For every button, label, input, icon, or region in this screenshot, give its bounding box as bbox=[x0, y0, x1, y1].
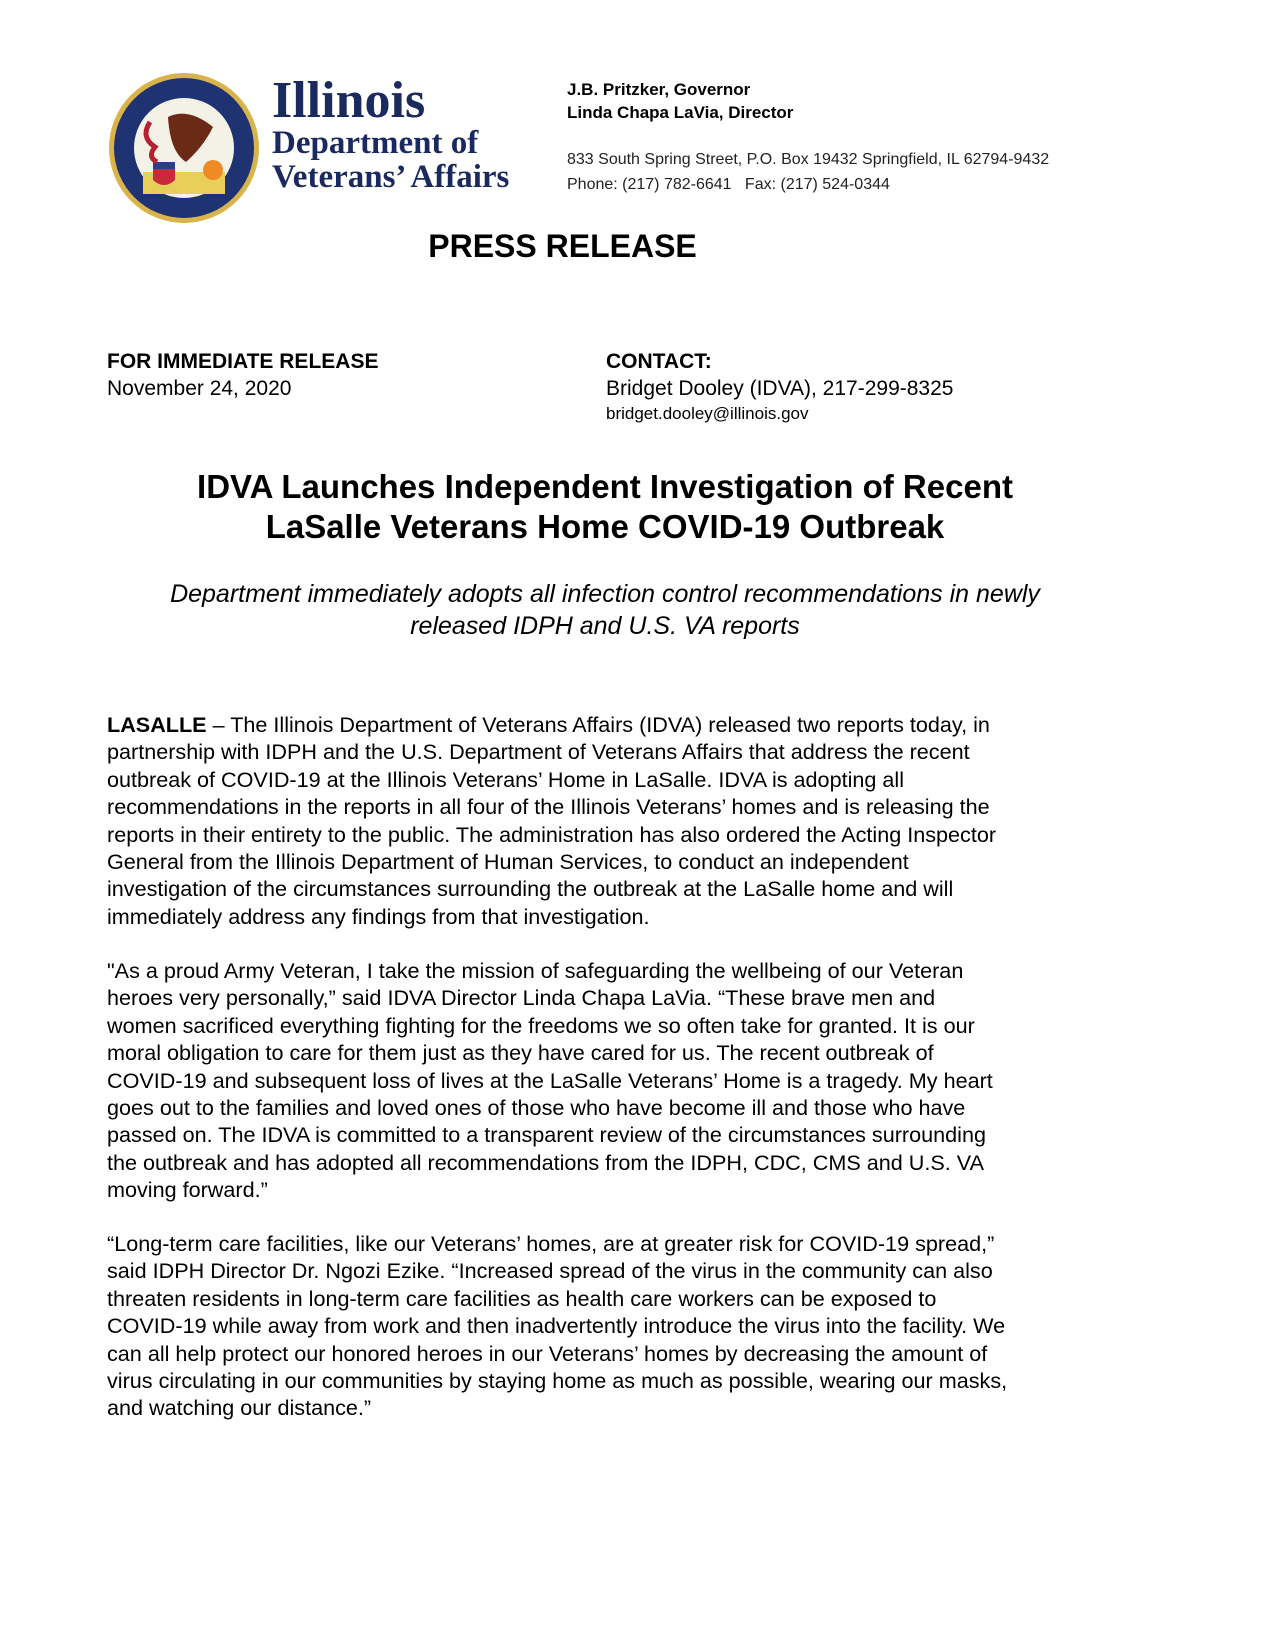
line-text: passed on. The IDVA is committed to a transparent review of the circumstances surrounding bbox=[107, 1122, 986, 1148]
release-label: FOR IMMEDIATE RELEASE bbox=[107, 350, 379, 373]
contact-label: CONTACT: bbox=[606, 350, 712, 373]
line-text: women sacrificed everything fighting for the freedoms we so often take for granted. It is our bbox=[107, 1012, 975, 1038]
paragraph-line bbox=[107, 1094, 993, 1121]
paragraph-line bbox=[107, 1067, 993, 1094]
subheadline bbox=[0, 578, 1210, 642]
paragraph-line bbox=[107, 1149, 993, 1176]
line-text: immediately address any findings from that investigation. bbox=[107, 903, 650, 929]
contact-name: Bridget Dooley (IDVA), 217-299-8325 bbox=[606, 377, 954, 400]
headline-line: IDVA Launches Independent Investigation of Recent bbox=[197, 468, 1013, 505]
press-release-title: PRESS RELEASE bbox=[428, 228, 697, 264]
headline-line: LaSalle Veterans Home COVID-19 Outbreak bbox=[265, 508, 945, 545]
line-text: and watching our distance.” bbox=[107, 1395, 372, 1421]
line-text: investigation of the circumstances surrounding the outbreak at the LaSalle home and will bbox=[107, 876, 954, 902]
paragraph-line bbox=[107, 1176, 993, 1203]
line-text: said IDPH Director Dr. Ngozi Ezike. “Increased spread of the virus in the community can also bbox=[107, 1258, 993, 1284]
line-text: goes out to the families and loved ones of those who have become ill and those who have bbox=[107, 1094, 966, 1120]
contact-info bbox=[606, 348, 953, 426]
line-text: can all help protect our honored heroes in our Veterans’ homes by decreasing the amount of bbox=[107, 1340, 988, 1366]
street-address: 833 South Spring Street, P.O. Box 19432 Springfield, IL 62794-9432 bbox=[567, 151, 1050, 168]
subheadline-line: released IDPH and U.S. VA reports bbox=[410, 612, 800, 640]
paragraph-line bbox=[107, 821, 996, 848]
paragraph-line bbox=[107, 1285, 1007, 1312]
logo-line-illinois: Illinois bbox=[272, 72, 426, 129]
line-text: – The Illinois Department of Veterans Affairs (IDVA) released two reports today, in bbox=[206, 712, 990, 737]
line-text: the outbreak and has adopted all recommendations from the IDPH, CDC, CMS and U.S. VA bbox=[107, 1149, 984, 1175]
paragraph-line bbox=[107, 1121, 993, 1148]
paragraph-line bbox=[107, 738, 996, 765]
line-text: reports in their entirety to the public. The administration has also ordered the Acting Inspector bbox=[107, 821, 997, 847]
line-text: COVID-19 while away from work and then inadvertently introduce the virus into the facility. We bbox=[107, 1313, 1006, 1339]
body-paragraph-3 bbox=[107, 1230, 1007, 1422]
fax: Fax: (217) 524-0344 bbox=[744, 176, 890, 193]
paragraph-line bbox=[107, 1340, 1007, 1367]
paragraph-line bbox=[107, 1012, 993, 1039]
line-text: virus circulating in our communities by staying home as much as possible, wearing our masks, bbox=[107, 1367, 1008, 1393]
paragraph-line bbox=[107, 1312, 1007, 1339]
subheadline-line: Department immediately adopts all infection control recommendations in newly bbox=[170, 580, 1040, 608]
line-text: moving forward.” bbox=[107, 1177, 268, 1203]
paragraph-line bbox=[107, 1230, 1007, 1257]
line-text: heroes very personally,” said IDVA Director Linda Chapa LaVia. “These brave men and bbox=[107, 985, 936, 1011]
line-text: moral obligation to care for them just as they have cared for us. The recent outbreak of bbox=[107, 1040, 934, 1066]
paragraph-line bbox=[107, 711, 996, 738]
contact-email[interactable]: bridget.dooley@illinois.gov bbox=[606, 404, 809, 423]
agency-address bbox=[567, 147, 1049, 197]
paragraph-line bbox=[107, 903, 996, 930]
paragraph-line bbox=[107, 875, 996, 902]
line-text: “Long-term care facilities, like our Veterans’ homes, are at greater risk for COVID-19 spread,” bbox=[107, 1231, 995, 1256]
logo-line-veterans: Veterans’ Affairs bbox=[272, 159, 510, 195]
paragraph-line bbox=[107, 793, 996, 820]
agency-logo-text bbox=[272, 72, 510, 195]
paragraph-line bbox=[107, 1394, 1007, 1421]
director-name: Linda Chapa LaVia, Director bbox=[567, 103, 794, 122]
illinois-seal-logo bbox=[108, 72, 260, 224]
body-paragraph-1 bbox=[107, 711, 996, 930]
paragraph-line bbox=[107, 1367, 1007, 1394]
line-text: "As a proud Army Veteran, I take the mission of safeguarding the wellbeing of our Veteran bbox=[107, 958, 964, 983]
release-date: November 24, 2020 bbox=[107, 377, 292, 400]
logo-line-department: Department of bbox=[272, 125, 479, 161]
line-text: COVID-19 and subsequent loss of lives at the LaSalle Veterans’ Home is a tragedy. My heart bbox=[107, 1067, 993, 1093]
body-paragraph-2 bbox=[107, 957, 993, 1204]
line-text: General from the Illinois Department of Human Services, to conduct an independent bbox=[107, 848, 909, 874]
line-text: threaten residents in long-term care facilities as health care workers can be exposed to bbox=[107, 1285, 937, 1311]
line-text: partnership with IDPH and the U.S. Department of Veterans Affairs that address the recent bbox=[107, 739, 970, 765]
paragraph-line bbox=[107, 984, 993, 1011]
headline bbox=[0, 467, 1210, 547]
phone: Phone: (217) 782-6641 bbox=[567, 176, 732, 193]
paragraph-line bbox=[107, 957, 993, 984]
line-text: recommendations in the reports in all four of the Illinois Veterans’ homes and is releasing the bbox=[107, 794, 990, 820]
dateline: LASALLE bbox=[107, 712, 207, 737]
paragraph-line bbox=[107, 1257, 1007, 1284]
governor-name: J.B. Pritzker, Governor bbox=[567, 80, 751, 99]
paragraph-line bbox=[107, 1039, 993, 1066]
paragraph-line bbox=[107, 848, 996, 875]
release-info bbox=[107, 348, 378, 402]
paragraph-line bbox=[107, 766, 996, 793]
line-text: outbreak of COVID-19 at the Illinois Veterans’ Home in LaSalle. IDVA is adopting all bbox=[107, 766, 904, 792]
officials bbox=[567, 78, 793, 124]
